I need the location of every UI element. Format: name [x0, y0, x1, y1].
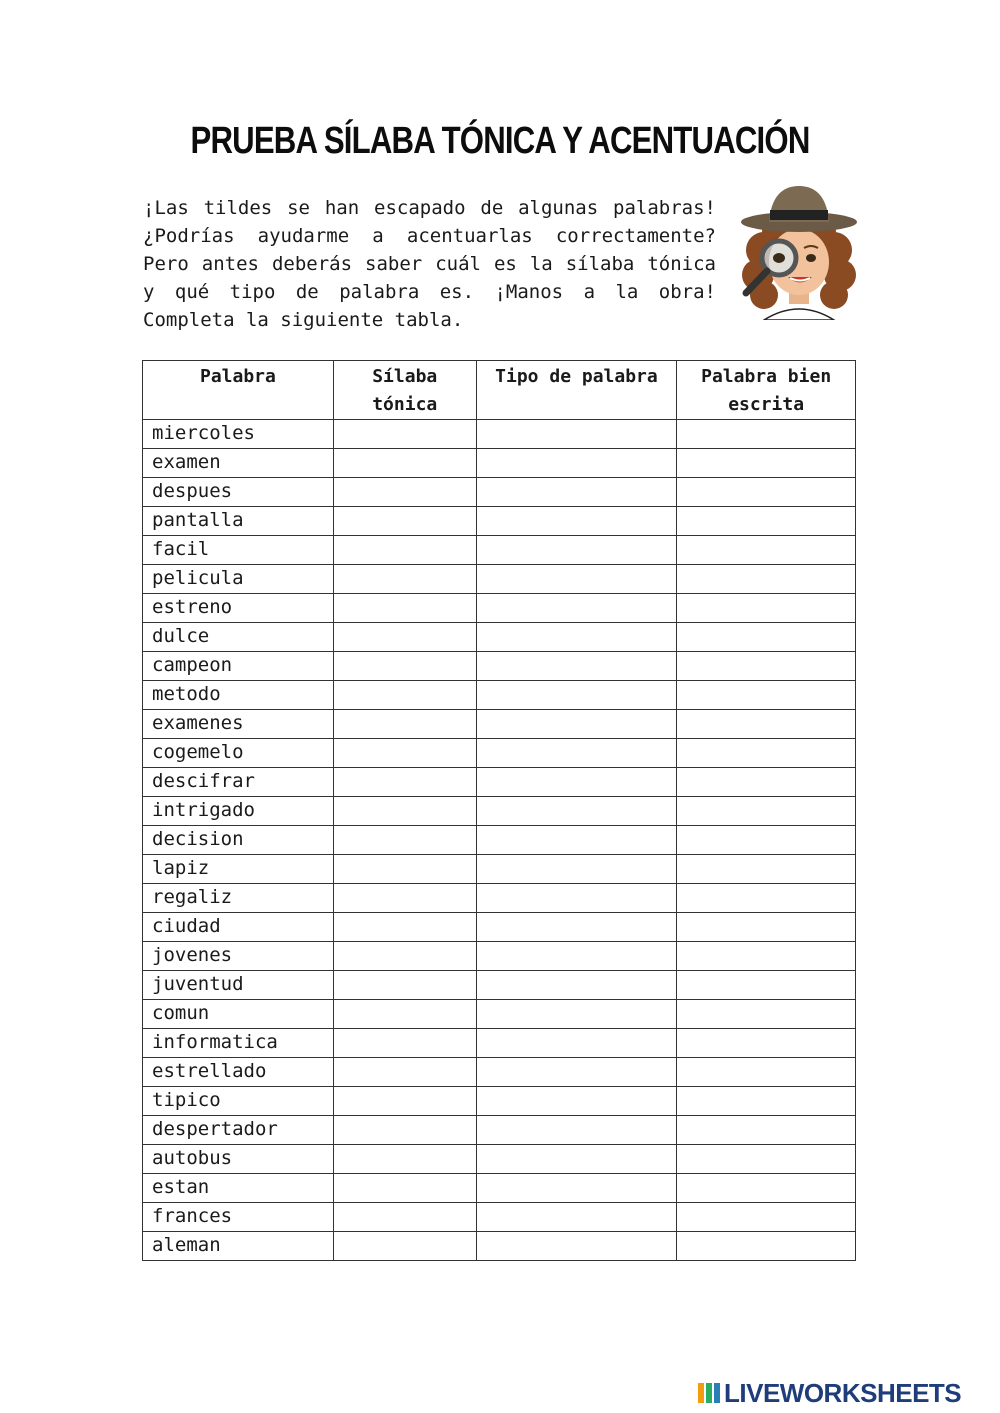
tipo-de-palabra-cell[interactable]	[476, 681, 677, 710]
palabra-bien-escrita-cell[interactable]	[677, 536, 856, 565]
tipo-de-palabra-cell[interactable]	[476, 652, 677, 681]
silaba-tonica-cell[interactable]	[333, 1203, 476, 1232]
table-row	[143, 1000, 856, 1029]
table-row	[143, 1174, 856, 1203]
tipo-de-palabra-cell[interactable]	[476, 971, 677, 1000]
palabra-bien-escrita-cell[interactable]	[677, 1116, 856, 1145]
tipo-de-palabra-cell[interactable]	[476, 768, 677, 797]
tipo-de-palabra-cell[interactable]	[476, 1232, 677, 1261]
silaba-tonica-cell[interactable]	[333, 652, 476, 681]
tipo-de-palabra-cell[interactable]	[476, 1000, 677, 1029]
silaba-tonica-cell[interactable]	[333, 710, 476, 739]
tipo-de-palabra-cell[interactable]	[476, 1087, 677, 1116]
tipo-de-palabra-cell[interactable]	[476, 565, 677, 594]
tipo-de-palabra-cell[interactable]	[476, 1174, 677, 1203]
word-cell: dulce	[143, 623, 334, 652]
table-row	[143, 507, 856, 536]
tipo-de-palabra-cell[interactable]	[476, 536, 677, 565]
tipo-de-palabra-cell[interactable]	[476, 507, 677, 536]
palabra-bien-escrita-cell[interactable]	[677, 797, 856, 826]
silaba-tonica-cell[interactable]	[333, 623, 476, 652]
palabra-bien-escrita-cell[interactable]	[677, 1087, 856, 1116]
palabra-bien-escrita-cell[interactable]	[677, 1058, 856, 1087]
intro-line: Completa la siguiente tabla.	[143, 309, 464, 331]
word-cell: lapiz	[143, 855, 334, 884]
word-cell: jovenes	[143, 942, 334, 971]
table-row	[143, 420, 856, 449]
intro-line: Pero antes deberás saber cuál es la sílaba tónica	[143, 253, 716, 275]
word-cell: autobus	[143, 1145, 334, 1174]
silaba-tonica-cell[interactable]	[333, 420, 476, 449]
table-row	[143, 797, 856, 826]
tipo-de-palabra-cell[interactable]	[476, 478, 677, 507]
tipo-de-palabra-cell[interactable]	[476, 739, 677, 768]
tipo-de-palabra-cell[interactable]	[476, 1116, 677, 1145]
word-cell: metodo	[143, 681, 334, 710]
word-cell: examenes	[143, 710, 334, 739]
word-cell: decision	[143, 826, 334, 855]
table-row	[143, 1116, 856, 1145]
tipo-de-palabra-cell[interactable]	[476, 826, 677, 855]
silaba-tonica-cell[interactable]	[333, 507, 476, 536]
table-row	[143, 536, 856, 565]
palabra-bien-escrita-cell[interactable]	[677, 855, 856, 884]
palabra-bien-escrita-cell[interactable]	[677, 1029, 856, 1058]
detective-avatar-icon	[734, 180, 864, 320]
tipo-de-palabra-cell[interactable]	[476, 623, 677, 652]
header-tipo-de-palabra: Tipo de palabra	[476, 361, 677, 420]
silaba-tonica-cell[interactable]	[333, 449, 476, 478]
palabra-bien-escrita-cell[interactable]	[677, 768, 856, 797]
silaba-tonica-cell[interactable]	[333, 884, 476, 913]
tipo-de-palabra-cell[interactable]	[476, 449, 677, 478]
palabra-bien-escrita-cell[interactable]	[677, 1145, 856, 1174]
silaba-tonica-cell[interactable]	[333, 1087, 476, 1116]
silaba-tonica-cell[interactable]	[333, 1116, 476, 1145]
tipo-de-palabra-cell[interactable]	[476, 884, 677, 913]
palabra-bien-escrita-cell[interactable]	[677, 971, 856, 1000]
palabra-bien-escrita-cell[interactable]	[677, 478, 856, 507]
word-cell: facil	[143, 536, 334, 565]
word-cell: regaliz	[143, 884, 334, 913]
silaba-tonica-cell[interactable]	[333, 1029, 476, 1058]
header-palabra: Palabra	[143, 361, 334, 420]
palabra-bien-escrita-cell[interactable]	[677, 1000, 856, 1029]
silaba-tonica-cell[interactable]	[333, 855, 476, 884]
silaba-tonica-cell[interactable]	[333, 739, 476, 768]
word-cell: cogemelo	[143, 739, 334, 768]
silaba-tonica-cell[interactable]	[333, 971, 476, 1000]
table-row	[143, 681, 856, 710]
palabra-bien-escrita-cell[interactable]	[677, 449, 856, 478]
table-row	[143, 652, 856, 681]
liveworksheets-brand: LIVEWORKSHEETS	[724, 1377, 962, 1408]
worksheet-title: PRUEBA SÍLABA TÓNICA Y ACENTUACIÓN	[190, 120, 810, 162]
table-row	[143, 971, 856, 1000]
word-cell: juventud	[143, 971, 334, 1000]
table-row	[143, 1145, 856, 1174]
word-cell: estreno	[143, 594, 334, 623]
table-row	[143, 826, 856, 855]
intro-line: ¡Las tildes se han escapado de algunas palabras!	[143, 197, 716, 219]
table-row	[143, 565, 856, 594]
table-row	[143, 739, 856, 768]
table-body	[143, 420, 856, 1261]
silaba-tonica-cell[interactable]	[333, 942, 476, 971]
palabra-bien-escrita-cell[interactable]	[677, 565, 856, 594]
table-row	[143, 1203, 856, 1232]
palabra-bien-escrita-cell[interactable]	[677, 1174, 856, 1203]
tipo-de-palabra-cell[interactable]	[476, 1058, 677, 1087]
table-row	[143, 594, 856, 623]
tipo-de-palabra-cell[interactable]	[476, 420, 677, 449]
word-cell: comun	[143, 1000, 334, 1029]
liveworksheets-logo-icon	[697, 1381, 721, 1405]
palabra-bien-escrita-cell[interactable]	[677, 623, 856, 652]
silaba-tonica-cell[interactable]	[333, 826, 476, 855]
word-cell: informatica	[143, 1029, 334, 1058]
table-header-row	[143, 361, 856, 420]
tipo-de-palabra-cell[interactable]	[476, 1145, 677, 1174]
table-row	[143, 942, 856, 971]
word-cell: tipico	[143, 1087, 334, 1116]
silaba-tonica-cell[interactable]	[333, 1174, 476, 1203]
tipo-de-palabra-cell[interactable]	[476, 1203, 677, 1232]
word-cell: examen	[143, 449, 334, 478]
palabra-bien-escrita-cell[interactable]	[677, 652, 856, 681]
palabra-bien-escrita-cell[interactable]	[677, 1203, 856, 1232]
silaba-tonica-cell[interactable]	[333, 1058, 476, 1087]
table-row	[143, 623, 856, 652]
table-row	[143, 449, 856, 478]
word-cell: despertador	[143, 1116, 334, 1145]
intro-line: y qué tipo de palabra es. ¡Manos a la obra!	[143, 281, 716, 303]
word-cell: miercoles	[143, 420, 334, 449]
palabra-bien-escrita-cell[interactable]	[677, 420, 856, 449]
liveworksheets-logo	[697, 1376, 961, 1410]
palabra-bien-escrita-cell[interactable]	[677, 710, 856, 739]
palabra-bien-escrita-cell[interactable]	[677, 826, 856, 855]
silaba-tonica-cell[interactable]	[333, 797, 476, 826]
table-row	[143, 1058, 856, 1087]
accent-table	[142, 360, 856, 1261]
tipo-de-palabra-cell[interactable]	[476, 594, 677, 623]
intro-paragraph	[143, 194, 716, 334]
word-cell: estan	[143, 1174, 334, 1203]
word-cell: despues	[143, 478, 334, 507]
table-row	[143, 768, 856, 797]
palabra-bien-escrita-cell[interactable]	[677, 594, 856, 623]
silaba-tonica-cell[interactable]	[333, 1232, 476, 1261]
silaba-tonica-cell[interactable]	[333, 594, 476, 623]
table-row	[143, 913, 856, 942]
word-cell: campeon	[143, 652, 334, 681]
word-cell: aleman	[143, 1232, 334, 1261]
silaba-tonica-cell[interactable]	[333, 565, 476, 594]
tipo-de-palabra-cell[interactable]	[476, 913, 677, 942]
palabra-bien-escrita-cell[interactable]	[677, 942, 856, 971]
word-cell: frances	[143, 1203, 334, 1232]
silaba-tonica-cell[interactable]	[333, 536, 476, 565]
tipo-de-palabra-cell[interactable]	[476, 710, 677, 739]
silaba-tonica-cell[interactable]	[333, 768, 476, 797]
palabra-bien-escrita-cell[interactable]	[677, 1232, 856, 1261]
palabra-bien-escrita-cell[interactable]	[677, 507, 856, 536]
table-row	[143, 884, 856, 913]
tipo-de-palabra-cell[interactable]	[476, 1029, 677, 1058]
intro-line: ¿Podrías ayudarme a acentuarlas correctamente?	[143, 225, 716, 247]
word-cell: intrigado	[143, 797, 334, 826]
header-silaba-tonica: Sílaba tónica	[333, 361, 476, 420]
tipo-de-palabra-cell[interactable]	[476, 855, 677, 884]
header-palabra-bien-escrita: Palabra bien escrita	[677, 361, 856, 420]
palabra-bien-escrita-cell[interactable]	[677, 739, 856, 768]
table-row	[143, 1029, 856, 1058]
table-row	[143, 478, 856, 507]
word-cell: estrellado	[143, 1058, 334, 1087]
silaba-tonica-cell[interactable]	[333, 1000, 476, 1029]
word-cell: pantalla	[143, 507, 334, 536]
table-row	[143, 1087, 856, 1116]
word-cell: pelicula	[143, 565, 334, 594]
tipo-de-palabra-cell[interactable]	[476, 942, 677, 971]
silaba-tonica-cell[interactable]	[333, 1145, 476, 1174]
table-row	[143, 710, 856, 739]
table-row	[143, 855, 856, 884]
silaba-tonica-cell[interactable]	[333, 681, 476, 710]
palabra-bien-escrita-cell[interactable]	[677, 884, 856, 913]
tipo-de-palabra-cell[interactable]	[476, 797, 677, 826]
silaba-tonica-cell[interactable]	[333, 913, 476, 942]
silaba-tonica-cell[interactable]	[333, 478, 476, 507]
word-cell: ciudad	[143, 913, 334, 942]
palabra-bien-escrita-cell[interactable]	[677, 913, 856, 942]
word-cell: descifrar	[143, 768, 334, 797]
table-row	[143, 1232, 856, 1261]
palabra-bien-escrita-cell[interactable]	[677, 681, 856, 710]
